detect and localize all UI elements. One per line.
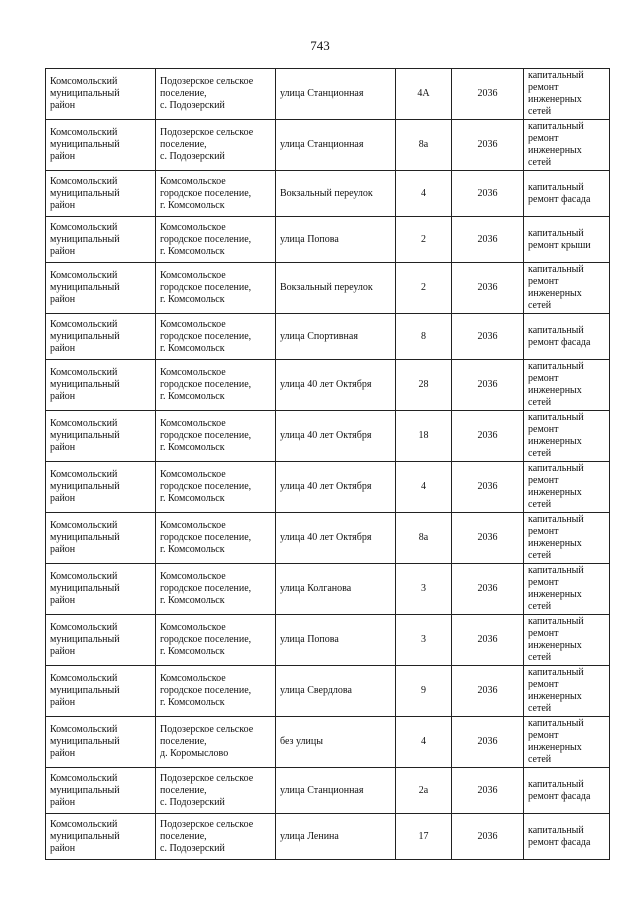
- table-row: [46, 513, 610, 564]
- work-type-cell-line: инженерных: [528, 436, 582, 447]
- work-type-cell-line: инженерных: [528, 94, 582, 105]
- district-cell-line: район: [50, 796, 76, 808]
- housing-repair-table: [45, 68, 610, 860]
- settlement-cell: [156, 263, 276, 314]
- settlement-cell-line: Комсомольское: [160, 520, 226, 531]
- settlement-cell-line: Подозерское сельское: [160, 818, 254, 830]
- settlement-cell-line: г. Комсомольск: [160, 199, 225, 211]
- street-cell: улица Свердлова: [276, 666, 396, 717]
- settlement-cell: [156, 120, 276, 171]
- settlement-cell-line: с. Подозерский: [160, 100, 225, 111]
- house-number-cell: 4: [396, 462, 452, 513]
- work-type-cell-line: инженерных: [528, 288, 582, 299]
- district-cell: [46, 217, 156, 263]
- street-cell: улица 40 лет Октября: [276, 513, 396, 564]
- work-type-cell-line: сетей: [528, 106, 552, 117]
- house-number-cell: 8а: [396, 513, 452, 564]
- year-cell: 2036: [452, 666, 524, 717]
- district-cell-line: муниципальный: [50, 481, 120, 492]
- settlement-cell-line: с. Подозерский: [160, 151, 225, 162]
- district-cell: [46, 360, 156, 411]
- work-type-cell-line: инженерных: [528, 691, 582, 702]
- page-number: 743: [310, 38, 330, 53]
- work-type-cell-line: инженерных: [528, 385, 582, 396]
- work-type-cell-line: сетей: [528, 157, 552, 168]
- settlement-cell: [156, 717, 276, 768]
- district-cell-line: район: [50, 391, 76, 402]
- settlement-cell-line: поселение,: [160, 736, 207, 747]
- settlement-cell-line: г. Комсомольск: [160, 342, 225, 354]
- district-cell-line: муниципальный: [50, 685, 120, 696]
- district-cell-line: муниципальный: [50, 830, 120, 842]
- district-cell: [46, 814, 156, 860]
- table-row: [46, 615, 610, 666]
- settlement-cell: [156, 615, 276, 666]
- work-type-cell-line: капитальный: [528, 181, 584, 193]
- district-cell-line: Комсомольский: [50, 270, 118, 281]
- settlement-cell: [156, 768, 276, 814]
- settlement-cell: [156, 69, 276, 120]
- street-cell: улица 40 лет Октября: [276, 360, 396, 411]
- year-cell: 2036: [452, 564, 524, 615]
- settlement-cell-line: г. Комсомольск: [160, 544, 225, 555]
- district-cell-line: муниципальный: [50, 379, 120, 390]
- house-number-cell: 2: [396, 263, 452, 314]
- district-cell-line: район: [50, 342, 76, 354]
- settlement-cell-line: Комсомольское: [160, 571, 226, 582]
- work-type-cell-line: инженерных: [528, 589, 582, 600]
- settlement-cell-line: Комсомольское: [160, 622, 226, 633]
- table-row: [46, 411, 610, 462]
- house-number-cell: 28: [396, 360, 452, 411]
- work-type-cell-line: капитальный: [528, 361, 584, 372]
- house-number-cell: 8а: [396, 120, 452, 171]
- work-type-cell: [524, 513, 610, 564]
- district-cell-line: район: [50, 442, 76, 453]
- district-cell-line: Комсомольский: [50, 418, 118, 429]
- year-cell: 2036: [452, 360, 524, 411]
- table-row: [46, 360, 610, 411]
- table-row: [46, 69, 610, 120]
- work-type-cell-line: капитальный: [528, 70, 584, 81]
- work-type-cell-line: ремонт: [528, 133, 559, 144]
- settlement-cell: [156, 217, 276, 263]
- table-row: [46, 171, 610, 217]
- work-type-cell-line: ремонт: [528, 475, 559, 486]
- district-cell-line: Комсомольский: [50, 221, 118, 233]
- house-number-cell: 18: [396, 411, 452, 462]
- settlement-cell-line: г. Комсомольск: [160, 493, 225, 504]
- table-row: [46, 564, 610, 615]
- year-cell: 2036: [452, 263, 524, 314]
- work-type-cell-line: ремонт фасада: [528, 836, 591, 848]
- work-type-cell-line: ремонт: [528, 679, 559, 690]
- district-cell-line: Комсомольский: [50, 818, 118, 830]
- year-cell: 2036: [452, 462, 524, 513]
- house-number-cell: 4: [396, 171, 452, 217]
- work-type-cell-line: капитальный: [528, 227, 584, 239]
- settlement-cell-line: городское поселение,: [160, 282, 252, 293]
- work-type-cell: [524, 171, 610, 217]
- work-type-cell-line: инженерных: [528, 742, 582, 753]
- settlement-cell-line: Комсомольское: [160, 270, 226, 281]
- work-type-cell-line: капитальный: [528, 824, 584, 836]
- settlement-cell: [156, 360, 276, 411]
- district-cell-line: район: [50, 245, 76, 257]
- house-number-cell: 2: [396, 217, 452, 263]
- street-cell: Вокзальный переулок: [276, 263, 396, 314]
- work-type-cell: [524, 717, 610, 768]
- settlement-cell-line: городское поселение,: [160, 532, 252, 543]
- table-row: [46, 666, 610, 717]
- district-cell-line: муниципальный: [50, 88, 120, 99]
- work-type-cell-line: ремонт: [528, 82, 559, 93]
- settlement-cell: [156, 513, 276, 564]
- street-cell: улица Станционная: [276, 768, 396, 814]
- work-type-cell-line: капитальный: [528, 778, 584, 790]
- settlement-cell: [156, 666, 276, 717]
- year-cell: 2036: [452, 314, 524, 360]
- table-row: [46, 217, 610, 263]
- district-cell-line: Комсомольский: [50, 127, 118, 138]
- district-cell-line: муниципальный: [50, 282, 120, 293]
- district-cell-line: Комсомольский: [50, 724, 118, 735]
- street-cell: улица Ленина: [276, 814, 396, 860]
- house-number-cell: 17: [396, 814, 452, 860]
- work-type-cell-line: капитальный: [528, 514, 584, 525]
- district-cell-line: район: [50, 151, 76, 162]
- district-cell-line: район: [50, 842, 76, 854]
- work-type-cell: [524, 360, 610, 411]
- table-body: [46, 69, 610, 860]
- work-type-cell: [524, 768, 610, 814]
- work-type-cell-line: сетей: [528, 754, 552, 765]
- table-row: [46, 462, 610, 513]
- street-cell: улица Попова: [276, 615, 396, 666]
- work-type-cell: [524, 69, 610, 120]
- settlement-cell-line: городское поселение,: [160, 233, 252, 245]
- settlement-cell-line: городское поселение,: [160, 330, 252, 342]
- settlement-cell-line: Комсомольское: [160, 673, 226, 684]
- work-type-cell-line: ремонт: [528, 276, 559, 287]
- house-number-cell: 2а: [396, 768, 452, 814]
- district-cell: [46, 411, 156, 462]
- settlement-cell: [156, 564, 276, 615]
- settlement-cell-line: с. Подозерский: [160, 796, 225, 808]
- work-type-cell-line: ремонт: [528, 577, 559, 588]
- house-number-cell: 3: [396, 564, 452, 615]
- house-number-cell: 4А: [396, 69, 452, 120]
- settlement-cell-line: д. Коромыслово: [160, 748, 229, 759]
- district-cell-line: муниципальный: [50, 330, 120, 342]
- settlement-cell-line: Комсомольское: [160, 318, 226, 330]
- settlement-cell: [156, 411, 276, 462]
- work-type-cell-line: ремонт крыши: [528, 239, 591, 251]
- work-type-cell: [524, 814, 610, 860]
- settlement-cell-line: городское поселение,: [160, 583, 252, 594]
- work-type-cell-line: ремонт: [528, 424, 559, 435]
- work-type-cell-line: сетей: [528, 550, 552, 561]
- work-type-cell-line: ремонт фасада: [528, 790, 591, 802]
- district-cell-line: Комсомольский: [50, 571, 118, 582]
- table-row: [46, 314, 610, 360]
- work-type-cell-line: ремонт фасада: [528, 193, 591, 205]
- table-row: [46, 120, 610, 171]
- year-cell: 2036: [452, 513, 524, 564]
- district-cell-line: Комсомольский: [50, 318, 118, 330]
- settlement-cell-line: поселение,: [160, 139, 207, 150]
- street-cell: улица Спортивная: [276, 314, 396, 360]
- work-type-cell-line: капитальный: [528, 264, 584, 275]
- year-cell: 2036: [452, 814, 524, 860]
- settlement-cell-line: Комсомольское: [160, 469, 226, 480]
- district-cell-line: муниципальный: [50, 634, 120, 645]
- street-cell: улица Станционная: [276, 120, 396, 171]
- district-cell-line: Комсомольский: [50, 520, 118, 531]
- district-cell-line: муниципальный: [50, 233, 120, 245]
- work-type-cell-line: ремонт: [528, 730, 559, 741]
- settlement-cell-line: городское поселение,: [160, 685, 252, 696]
- settlement-cell-line: г. Комсомольск: [160, 442, 225, 453]
- settlement-cell-line: Комсомольское: [160, 221, 226, 233]
- district-cell-line: муниципальный: [50, 784, 120, 796]
- settlement-cell-line: городское поселение,: [160, 481, 252, 492]
- district-cell-line: район: [50, 199, 76, 211]
- work-type-cell: [524, 120, 610, 171]
- district-cell: [46, 314, 156, 360]
- district-cell-line: Комсомольский: [50, 622, 118, 633]
- work-type-cell: [524, 314, 610, 360]
- work-type-cell-line: инженерных: [528, 487, 582, 498]
- settlement-cell: [156, 814, 276, 860]
- work-type-cell-line: ремонт: [528, 373, 559, 384]
- settlement-cell-line: г. Комсомольск: [160, 646, 225, 657]
- settlement-cell: [156, 314, 276, 360]
- district-cell-line: район: [50, 493, 76, 504]
- work-type-cell-line: капитальный: [528, 667, 584, 678]
- district-cell: [46, 69, 156, 120]
- year-cell: 2036: [452, 120, 524, 171]
- district-cell-line: район: [50, 697, 76, 708]
- work-type-cell: [524, 666, 610, 717]
- year-cell: 2036: [452, 217, 524, 263]
- district-cell: [46, 666, 156, 717]
- district-cell-line: район: [50, 646, 76, 657]
- district-cell: [46, 120, 156, 171]
- district-cell: [46, 171, 156, 217]
- settlement-cell-line: г. Комсомольск: [160, 391, 225, 402]
- work-type-cell: [524, 263, 610, 314]
- work-type-cell-line: сетей: [528, 300, 552, 311]
- district-cell-line: муниципальный: [50, 736, 120, 747]
- street-cell: улица Попова: [276, 217, 396, 263]
- work-type-cell-line: сетей: [528, 499, 552, 510]
- settlement-cell-line: городское поселение,: [160, 379, 252, 390]
- work-type-cell: [524, 564, 610, 615]
- settlement-cell-line: г. Комсомольск: [160, 294, 225, 305]
- district-cell-line: муниципальный: [50, 583, 120, 594]
- work-type-cell-line: капитальный: [528, 463, 584, 474]
- district-cell: [46, 263, 156, 314]
- work-type-cell-line: капитальный: [528, 324, 584, 336]
- settlement-cell-line: поселение,: [160, 784, 207, 796]
- settlement-cell-line: Подозерское сельское: [160, 772, 254, 784]
- work-type-cell: [524, 217, 610, 263]
- year-cell: 2036: [452, 69, 524, 120]
- district-cell-line: муниципальный: [50, 532, 120, 543]
- settlement-cell-line: Подозерское сельское: [160, 76, 254, 87]
- house-number-cell: 8: [396, 314, 452, 360]
- work-type-cell-line: капитальный: [528, 718, 584, 729]
- settlement-cell-line: поселение,: [160, 830, 207, 842]
- district-cell: [46, 768, 156, 814]
- district-cell-line: район: [50, 100, 76, 111]
- settlement-cell-line: городское поселение,: [160, 430, 252, 441]
- table-row: [46, 263, 610, 314]
- work-type-cell-line: сетей: [528, 397, 552, 408]
- street-cell: улица 40 лет Октября: [276, 411, 396, 462]
- district-cell-line: Комсомольский: [50, 673, 118, 684]
- house-number-cell: 3: [396, 615, 452, 666]
- year-cell: 2036: [452, 171, 524, 217]
- work-type-cell-line: ремонт: [528, 628, 559, 639]
- year-cell: 2036: [452, 411, 524, 462]
- district-cell: [46, 564, 156, 615]
- year-cell: 2036: [452, 717, 524, 768]
- table-row: [46, 768, 610, 814]
- work-type-cell-line: капитальный: [528, 121, 584, 132]
- settlement-cell-line: Комсомольское: [160, 367, 226, 378]
- district-cell-line: район: [50, 595, 76, 606]
- work-type-cell-line: ремонт: [528, 526, 559, 537]
- settlement-cell-line: Подозерское сельское: [160, 724, 254, 735]
- work-type-cell-line: сетей: [528, 703, 552, 714]
- district-cell-line: район: [50, 544, 76, 555]
- settlement-cell-line: Комсомольское: [160, 418, 226, 429]
- settlement-cell-line: г. Комсомольск: [160, 245, 225, 257]
- district-cell-line: муниципальный: [50, 187, 120, 199]
- district-cell-line: Комсомольский: [50, 175, 118, 187]
- street-cell: без улицы: [276, 717, 396, 768]
- district-cell-line: Комсомольский: [50, 76, 118, 87]
- year-cell: 2036: [452, 615, 524, 666]
- settlement-cell-line: городское поселение,: [160, 187, 252, 199]
- settlement-cell-line: Подозерское сельское: [160, 127, 254, 138]
- work-type-cell-line: инженерных: [528, 538, 582, 549]
- house-number-cell: 9: [396, 666, 452, 717]
- district-cell-line: Комсомольский: [50, 772, 118, 784]
- settlement-cell-line: с. Подозерский: [160, 842, 225, 854]
- work-type-cell: [524, 462, 610, 513]
- street-cell: улица 40 лет Октября: [276, 462, 396, 513]
- district-cell-line: Комсомольский: [50, 469, 118, 480]
- street-cell: Вокзальный переулок: [276, 171, 396, 217]
- settlement-cell: [156, 171, 276, 217]
- district-cell-line: район: [50, 748, 76, 759]
- district-cell: [46, 462, 156, 513]
- district-cell: [46, 513, 156, 564]
- work-type-cell-line: сетей: [528, 652, 552, 663]
- work-type-cell-line: сетей: [528, 601, 552, 612]
- settlement-cell-line: г. Комсомольск: [160, 697, 225, 708]
- work-type-cell-line: инженерных: [528, 640, 582, 651]
- settlement-cell-line: г. Комсомольск: [160, 595, 225, 606]
- street-cell: улица Станционная: [276, 69, 396, 120]
- table-row: [46, 717, 610, 768]
- district-cell-line: муниципальный: [50, 430, 120, 441]
- district-cell: [46, 615, 156, 666]
- table-row: [46, 814, 610, 860]
- settlement-cell: [156, 462, 276, 513]
- district-cell: [46, 717, 156, 768]
- work-type-cell: [524, 411, 610, 462]
- work-type-cell-line: сетей: [528, 448, 552, 459]
- year-cell: 2036: [452, 768, 524, 814]
- settlement-cell-line: городское поселение,: [160, 634, 252, 645]
- district-cell-line: Комсомольский: [50, 367, 118, 378]
- settlement-cell-line: Комсомольское: [160, 175, 226, 187]
- house-number-cell: 4: [396, 717, 452, 768]
- work-type-cell-line: ремонт фасада: [528, 336, 591, 348]
- street-cell: улица Колганова: [276, 564, 396, 615]
- settlement-cell-line: поселение,: [160, 88, 207, 99]
- work-type-cell: [524, 615, 610, 666]
- work-type-cell-line: капитальный: [528, 565, 584, 576]
- work-type-cell-line: капитальный: [528, 616, 584, 627]
- work-type-cell-line: капитальный: [528, 412, 584, 423]
- work-type-cell-line: инженерных: [528, 145, 582, 156]
- district-cell-line: муниципальный: [50, 139, 120, 150]
- district-cell-line: район: [50, 294, 76, 305]
